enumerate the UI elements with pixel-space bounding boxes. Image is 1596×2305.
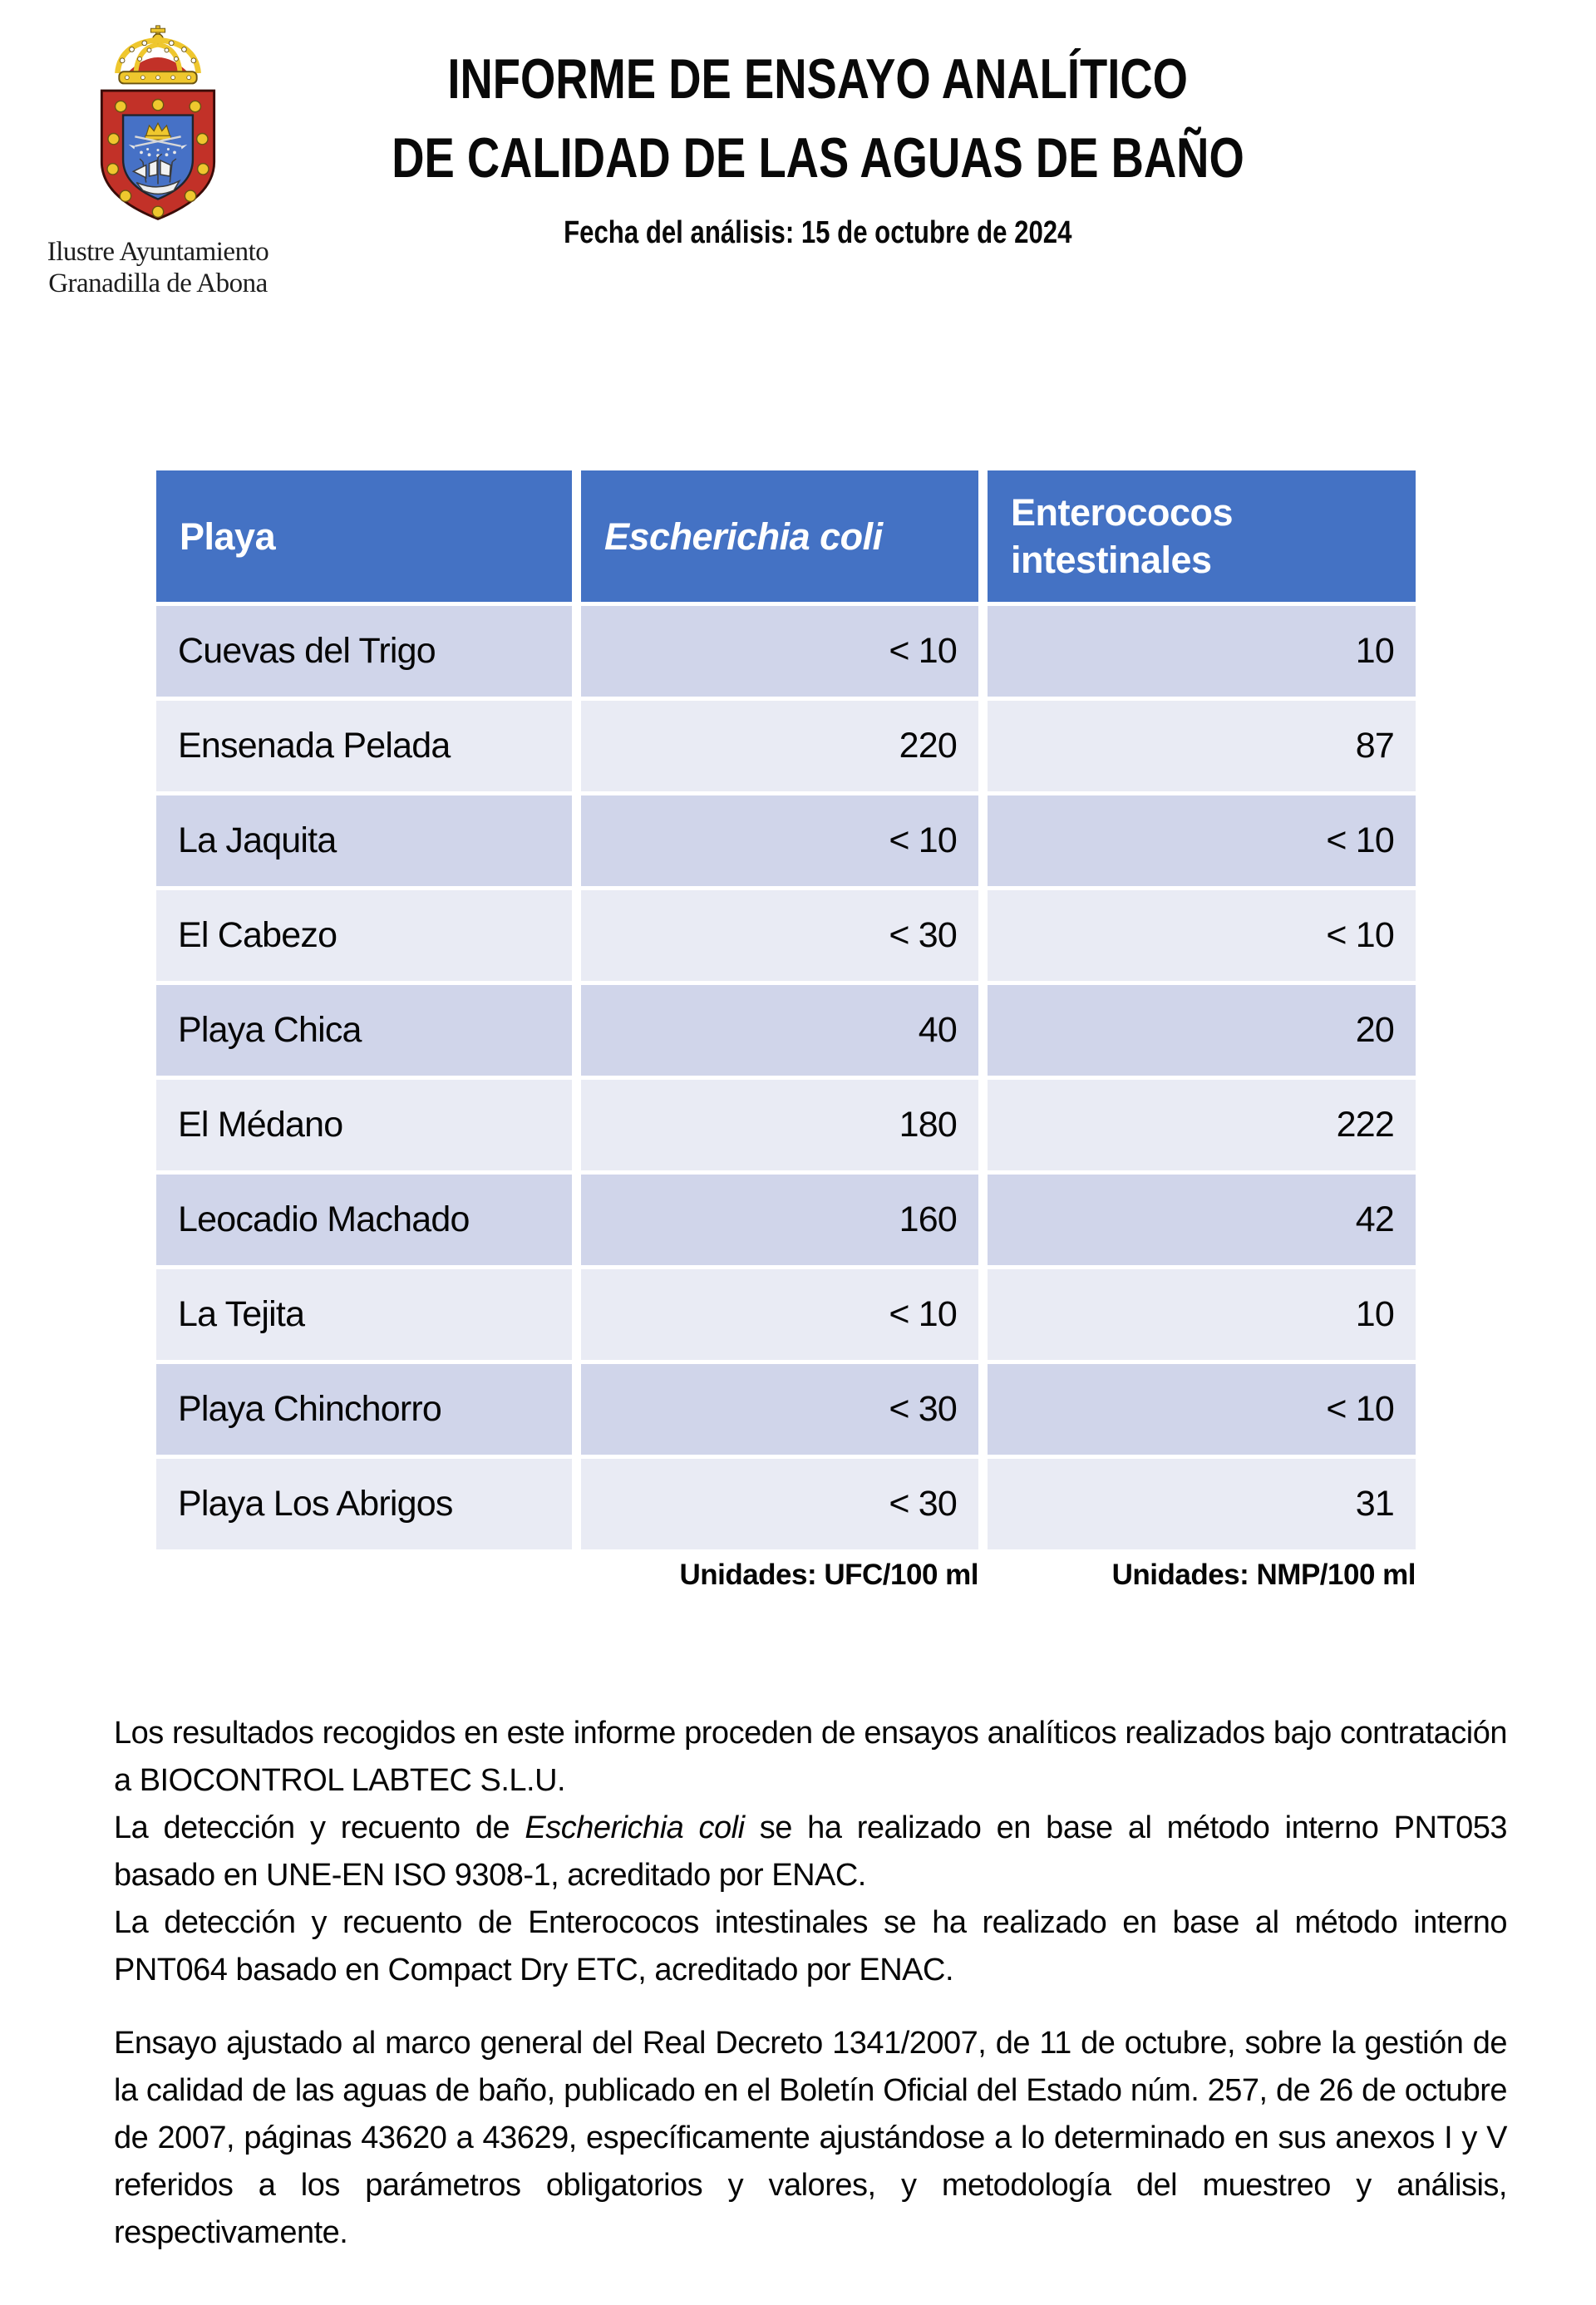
- note-ecoli-method: [114, 1805, 1507, 1899]
- beach-name: El Cabezo: [156, 890, 572, 981]
- units-ecoli: Unidades: UFC/100 ml: [679, 1559, 978, 1591]
- note-ecoli-post: se ha realizado en base al método interno PNT053 basado en UNE-EN ISO 9308-1, acreditado por ENAC.: [114, 1810, 1508, 1893]
- ecoli-value: < 10: [581, 795, 978, 886]
- units-enterococos: Unidades: NMP/100 ml: [1111, 1559, 1416, 1591]
- enterococos-value: < 10: [988, 795, 1416, 886]
- enterococos-value: 20: [988, 985, 1416, 1076]
- enterococos-value: 31: [988, 1459, 1416, 1549]
- ecoli-value: < 10: [581, 1269, 978, 1360]
- ecoli-value: < 30: [581, 890, 978, 981]
- beach-name: La Tejita: [156, 1269, 572, 1360]
- enterococos-value: 10: [988, 606, 1416, 697]
- beach-name: Cuevas del Trigo: [156, 606, 572, 697]
- ecoli-value: 180: [581, 1080, 978, 1170]
- enterococos-value: 87: [988, 701, 1416, 791]
- beach-name: Ensenada Pelada: [156, 701, 572, 791]
- ecoli-value: 220: [581, 701, 978, 791]
- note-ecoli-pre: La detección y recuento de: [114, 1810, 525, 1845]
- note-ecoli-species: Escherichia coli: [525, 1810, 745, 1845]
- enterococos-value: 222: [988, 1080, 1416, 1170]
- org-name-line1: Ilustre Ayuntamiento: [47, 237, 269, 267]
- ecoli-value: 160: [581, 1175, 978, 1265]
- note-enterococos-method: La detección y recuento de Enterococos intestinales se ha realizado en base al método interno PNT064 basado en Compact Dry ETC, acreditado por ENAC.: [114, 1905, 1507, 1987]
- ecoli-value: < 30: [581, 1459, 978, 1549]
- results-table: [156, 470, 1416, 1549]
- column-header-escherichia-coli: Escherichia coli: [581, 470, 978, 602]
- column-header-enterococos: Enterococos intestinales: [988, 470, 1416, 602]
- enterococos-value: < 10: [988, 890, 1416, 981]
- enterococos-value: < 10: [988, 1364, 1416, 1455]
- note-legal-framework: Ensayo ajustado al marco general del Real Decreto 1341/2007, de 11 de octubre, sobre la gestión de la calidad de las aguas de baño, publicado en el Boletín Oficial del Estado núm. 257, de 26 de octubre de 2007, páginas 43620 a 43629, específicamente ajustándose a lo determinado en sus anexos I y V referidos a los parámetros obligatorios y valores, y metodología del muestreo y análisis, respectivamente.: [114, 2026, 1507, 2250]
- beach-name: Playa Chica: [156, 985, 572, 1076]
- org-name-line2: Granadilla de Abona: [48, 268, 268, 298]
- ecoli-value: < 30: [581, 1364, 978, 1455]
- report-title-line1: INFORME DE ENSAYO ANALÍTICO: [447, 47, 1189, 111]
- column-header-playa: Playa: [156, 470, 572, 602]
- ecoli-value: 40: [581, 985, 978, 1076]
- beach-name: El Médano: [156, 1080, 572, 1170]
- beach-name: Leocadio Machado: [156, 1175, 572, 1265]
- report-header: [0, 40, 1596, 254]
- ecoli-value: < 10: [581, 606, 978, 697]
- note-contractor: Los resultados recogidos en este informe proceden de ensayos analíticos realizados bajo contratación a BIOCONTROL LABTEC S.L.U.: [114, 1716, 1507, 1798]
- notes-section: [114, 1710, 1507, 2257]
- beach-name: La Jaquita: [156, 795, 572, 886]
- beach-name: Playa Chinchorro: [156, 1364, 572, 1455]
- enterococos-value: 42: [988, 1175, 1416, 1265]
- report-title-line2: DE CALIDAD DE LAS AGUAS DE BAÑO: [392, 126, 1244, 190]
- analysis-date: Fecha del análisis: 15 de octubre de 2024: [564, 215, 1072, 250]
- beach-name: Playa Los Abrigos: [156, 1459, 572, 1549]
- enterococos-value: 10: [988, 1269, 1416, 1360]
